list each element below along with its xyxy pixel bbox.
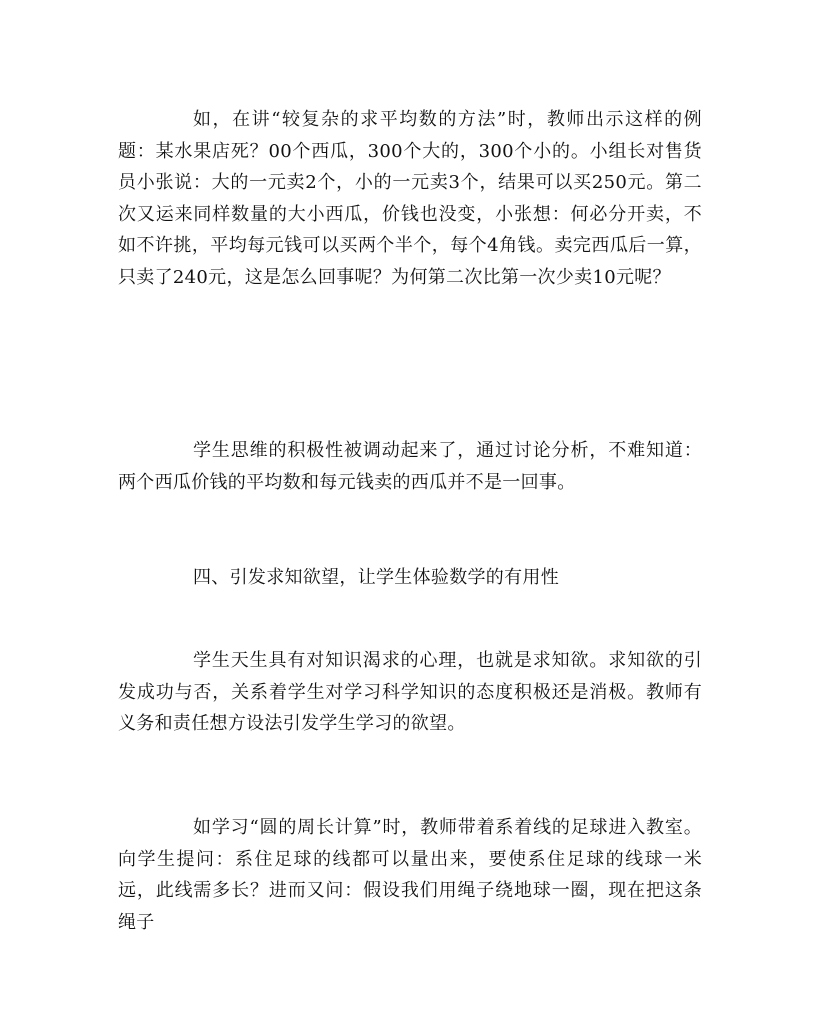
paragraph-curiosity: 学生天生具有对知识渴求的心理，也就是求知欲。求知欲的引发成功与否，关系着学生对学习科学知识的态度积极还是消极。教师有义务和责任想方设法引发学生学习的欲望。	[118, 650, 702, 734]
paragraph-circle-circumference: 如学习“圆的周长计算”时，教师带着系着线的足球进入教室。向学生提问：系住足球的线都可以量出来，要使系住足球的线球一米远，此线需多长？进而又问：假设我们用绳子绕地球一圈，现在把这条绳子	[118, 817, 702, 933]
section-heading-four: 四、引发求知欲望，让学生体验数学的有用性	[193, 567, 559, 588]
paragraph-discussion-result: 学生思维的积极性被调动起来了，通过讨论分析，不难知道：两个西瓜价钱的平均数和每元钱卖的西瓜并不是一回事。	[118, 440, 702, 493]
paragraph-watermelon-example: 如，在讲“较复杂的求平均数的方法”时，教师出示这样的例题：某水果店死？00个西瓜，300个大的，300个小的。小组长对售货员小张说：大的一元卖2个，小的一元卖3个，结果可以买250元。第二次又运来同样数量的大小西瓜，价钱也没变，小张想：何必分开卖，不如不许挑，平均每元钱可以买两个半个，每个4角钱。卖完西瓜后一算，只卖了240元，这是怎么回事呢？为何第二次比第一次少卖10元呢？	[118, 109, 702, 288]
